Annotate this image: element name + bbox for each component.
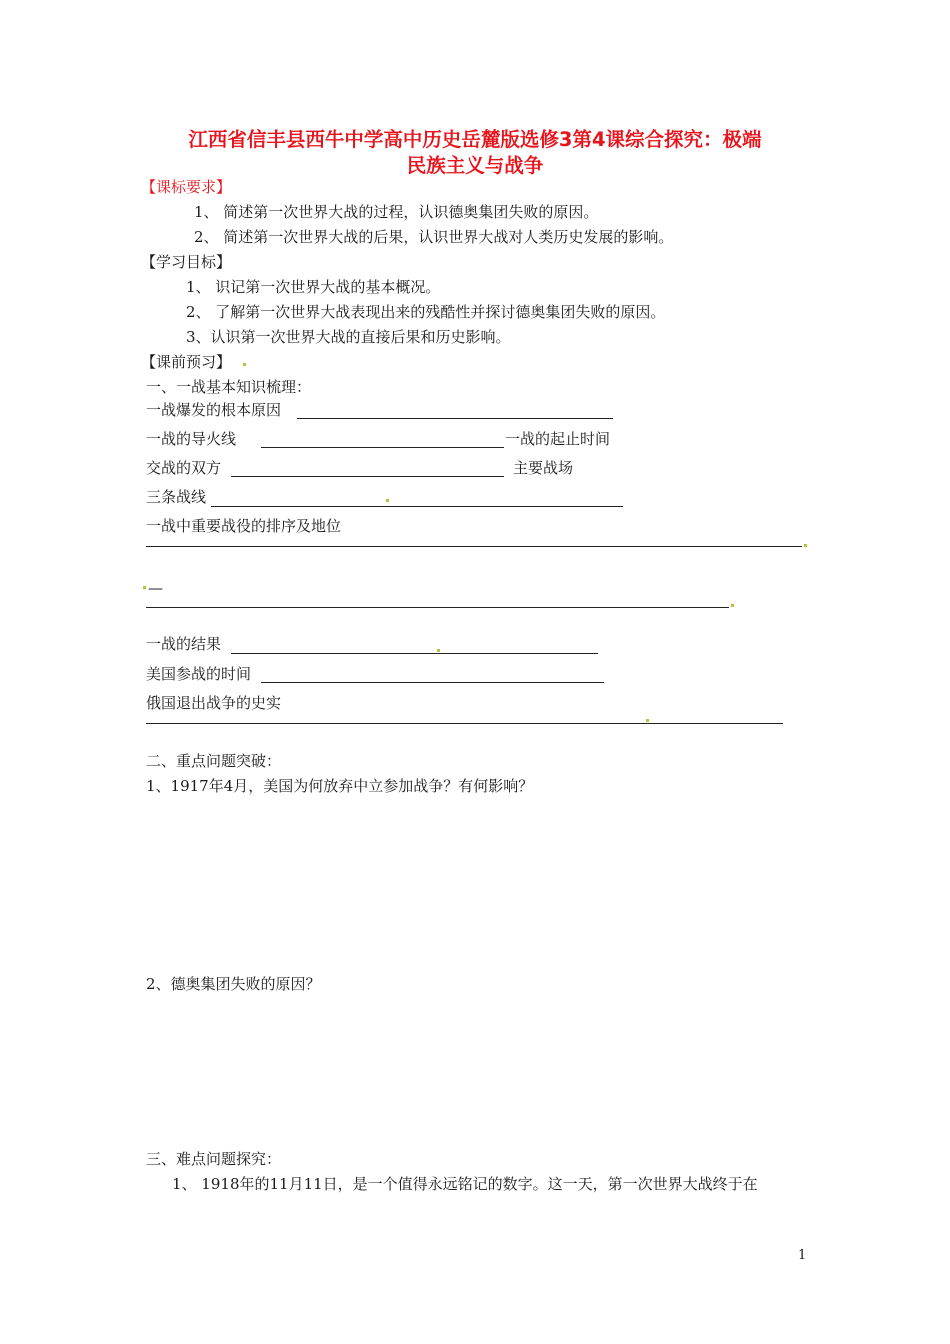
preview-section-title: 一、一战基本知识梳理：: [146, 378, 312, 396]
us-entry-label: 美国参战的时间: [146, 665, 252, 683]
battlefield-label: 主要战场: [513, 459, 574, 477]
marker-dot: [804, 544, 807, 547]
objectives-heading: 【学习目标】: [141, 253, 232, 271]
dash-mark: —: [148, 579, 163, 597]
marker-dot: [437, 649, 440, 652]
objective-item-3: 3、认识第一次世界大战的直接后果和历史影响。: [186, 328, 511, 346]
result-label: 一战的结果: [146, 635, 222, 653]
key-question-2: 2、德奥集团失败的原因？: [146, 975, 321, 993]
curriculum-item-1: 1、 简述第一次世界大战的过程，认识德奥集团失败的原因。: [194, 203, 599, 221]
russia-exit-label: 俄国退出战争的史实: [146, 694, 282, 712]
fronts-blank[interactable]: [211, 506, 623, 507]
objective-item-2: 2、 了解第一次世界大战表现出来的残酷性并探讨德奥集团失败的原因。: [186, 303, 666, 321]
page-number: 1: [798, 1248, 807, 1263]
sides-label: 交战的双方: [146, 459, 222, 477]
russia-exit-blank[interactable]: [146, 723, 783, 724]
start-end-label: 一战的起止时间: [505, 430, 611, 448]
battles-blank-1[interactable]: [146, 546, 802, 547]
result-blank[interactable]: [231, 653, 598, 654]
difficult-paragraph-1: 1、 1918年的11月11日，是一个值得永远铭记的数字。这一天，第一次世界大战终于在: [172, 1175, 758, 1193]
title-line-1: 江西省信丰县西牛中学高中历史岳麓版选修3第4课综合探究：极端: [188, 128, 762, 151]
marker-dot: [243, 363, 246, 366]
marker-dot: [143, 586, 146, 589]
key-question-1: 1、1917年4月，美国为何放弃中立参加战争？有何影响？: [146, 777, 534, 795]
curriculum-item-2: 2、 简述第一次世界大战的后果，认识世界大战对人类历史发展的影响。: [194, 228, 674, 246]
preview-heading: 【课前预习】: [141, 353, 232, 371]
us-entry-blank[interactable]: [261, 682, 604, 683]
battles-blank-2[interactable]: [146, 607, 729, 608]
fronts-label: 三条战线: [146, 488, 207, 506]
fuse-label: 一战的导火线: [146, 430, 237, 448]
key-questions-heading: 二、重点问题突破：: [146, 752, 282, 770]
title-line-2: 民族主义与战争: [406, 154, 544, 177]
marker-dot: [731, 604, 734, 607]
marker-dot: [646, 719, 649, 722]
marker-dot: [386, 499, 389, 502]
root-cause-blank[interactable]: [297, 418, 613, 419]
difficult-heading: 三、难点问题探究：: [146, 1150, 282, 1168]
sides-blank[interactable]: [231, 476, 504, 477]
curriculum-heading: 【课标要求】: [141, 178, 232, 196]
objective-item-1: 1、 识记第一次世界大战的基本概况。: [186, 278, 441, 296]
battles-label: 一战中重要战役的排序及地位: [146, 517, 342, 535]
document-title: [130, 127, 820, 179]
fuse-blank[interactable]: [261, 447, 504, 448]
root-cause-label: 一战爆发的根本原因: [146, 401, 282, 419]
